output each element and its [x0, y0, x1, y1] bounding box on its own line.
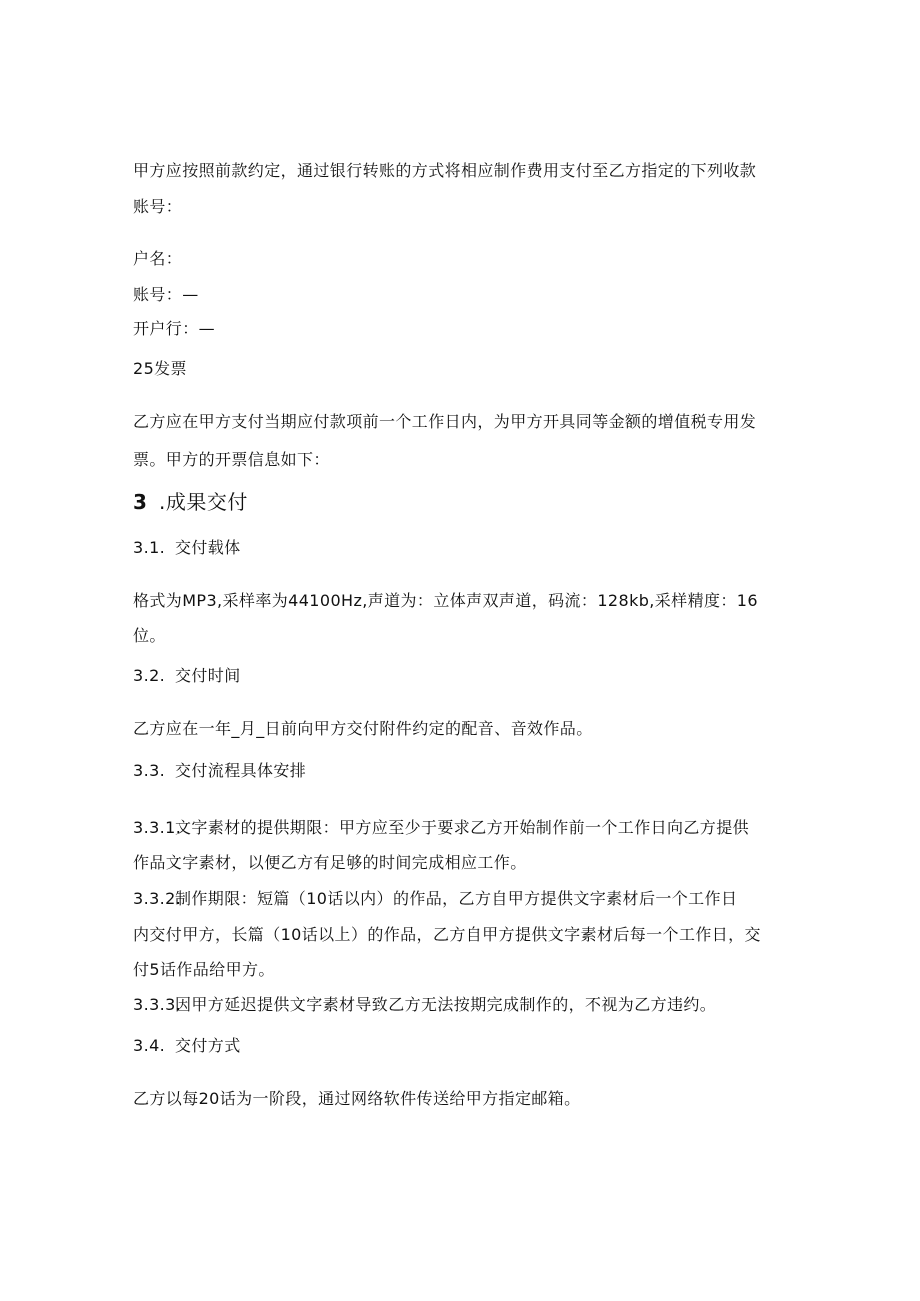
invoice-heading: 25发票: [133, 359, 187, 378]
payment-paragraph-line-2: 账号：: [133, 197, 183, 216]
subsection-number: 3.2.: [133, 666, 166, 685]
invoice-paragraph-line-2: 票。甲方的开票信息如下：: [133, 450, 330, 469]
section-number: 3: [133, 490, 148, 514]
section-title: .成果交付: [159, 490, 248, 514]
carrier-text-line-1: 格式为MP3,采样率为44100Hz,声道为：立体声双声道，码流：128kb,采样精度：16: [133, 591, 758, 610]
process-item-2-line-2: 内交付甲方，长篇（10话以上）的作品，乙方自甲方提供文字素材后每一个工作日，交: [133, 925, 761, 944]
process-item-1-line-1: [133, 820, 749, 836]
subsection-title: 交付载体: [175, 538, 241, 557]
payment-paragraph-line-1: 甲方应按照前款约定，通过银行转账的方式将相应制作费用支付至乙方指定的下列收款: [133, 161, 757, 180]
account-name-label: 户名：: [133, 249, 183, 268]
subsection-title: 交付时间: [175, 666, 241, 685]
process-item-2-line-3: 付5话作品给甲方。: [133, 960, 275, 979]
subsection-heading-process: [133, 763, 306, 779]
bank-label: 开户行：—: [133, 319, 216, 338]
process-item-number: 3.3.3.: [133, 995, 182, 1014]
invoice-paragraph-line-1: 乙方应在甲方支付当期应付款项前一个工作日内，为甲方开具同等金额的增值税专用发: [133, 412, 757, 431]
account-number-label: 账号：—: [133, 285, 199, 304]
process-item-text: 因甲方延迟提供文字素材导致乙方无法按期完成制作的，不视为乙方违约。: [175, 995, 717, 1014]
subsection-number: 3.3.: [133, 761, 166, 780]
subsection-number: 3.4.: [133, 1036, 166, 1055]
carrier-text-line-2: 位。: [133, 626, 166, 645]
process-item-3-line-1: [133, 997, 716, 1013]
process-item-number: 3.3.2.: [133, 889, 182, 908]
time-text: 乙方应在一年_月_日前向甲方交付附件约定的配音、音效作品。: [133, 719, 593, 738]
subsection-title: 交付流程具体安排: [175, 761, 307, 780]
process-item-text: 制作期限：短篇（10话以内）的作品，乙方自甲方提供文字素材后一个工作日: [175, 889, 738, 908]
subsection-title: 交付方式: [175, 1036, 241, 1055]
subsection-number: 3.1.: [133, 538, 166, 557]
method-text: 乙方以每20话为一阶段，通过网络软件传送给甲方指定邮箱。: [133, 1089, 581, 1108]
subsection-heading-time: [133, 668, 241, 684]
process-item-1-line-2: 作品文字素材，以便乙方有足够的时间完成相应工作。: [133, 853, 527, 872]
process-item-2-line-1: [133, 891, 737, 907]
subsection-heading-carrier: [133, 540, 241, 556]
process-item-text: 文字素材的提供期限：甲方应至少于要求乙方开始制作前一个工作日向乙方提供: [175, 818, 750, 837]
process-item-number: 3.3.1.: [133, 818, 182, 837]
section-heading-delivery: [133, 492, 248, 512]
subsection-heading-method: [133, 1038, 241, 1054]
